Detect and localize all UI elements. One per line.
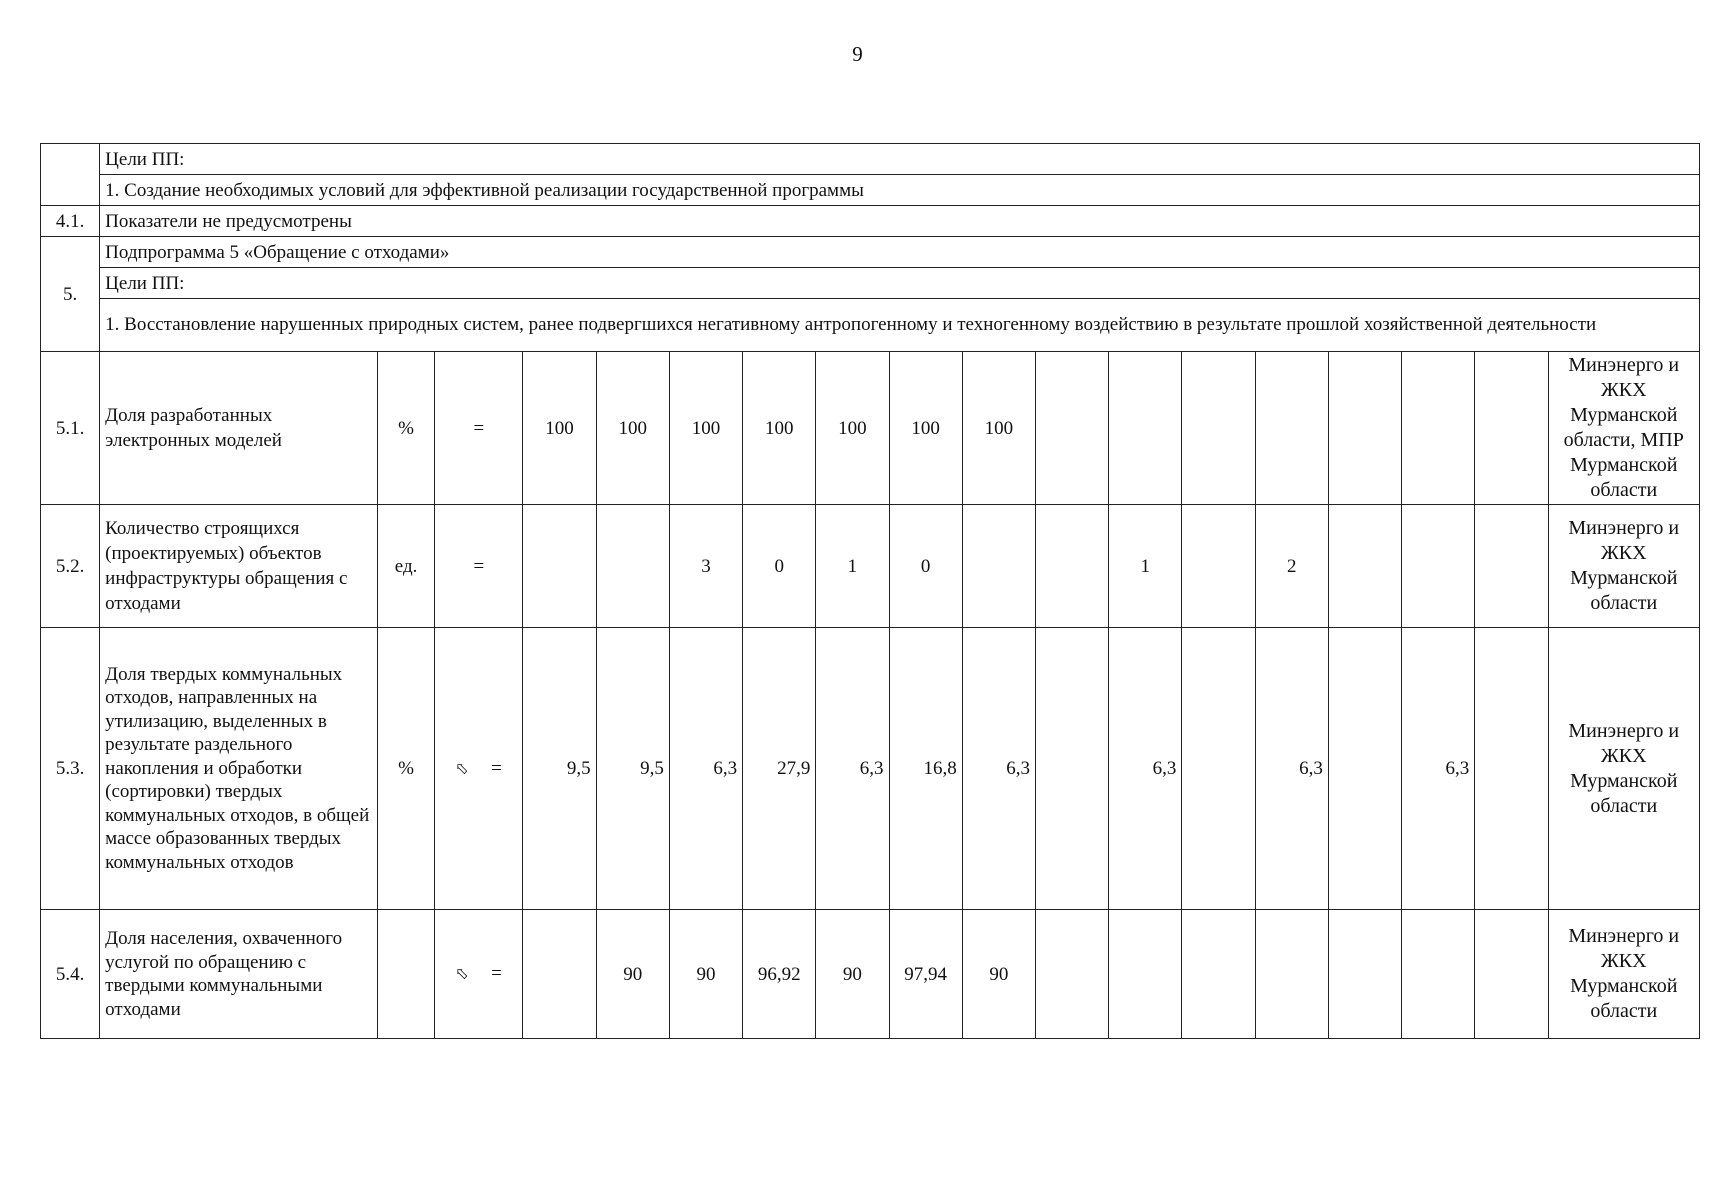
unit-cell [378,910,435,1039]
goals-label-cell: Цели ПП: [100,144,1700,175]
value-cell: 90 [596,910,669,1039]
table-row [41,175,1700,206]
trend-cell [435,352,523,505]
value-cell: 6,3 [816,628,889,910]
indicators-table [40,143,1700,1039]
value-cell [1109,352,1182,505]
trend-sign: = [473,417,485,439]
table-row [41,505,1700,628]
value-cell: 90 [669,910,742,1039]
responsible-cell: Минэнерго и ЖКХ Мурманской области, МПР Мурманской области [1548,352,1700,505]
value-cell [1035,352,1108,505]
value-cell [1109,910,1182,1039]
value-cell [1328,628,1401,910]
value-cell [1475,352,1548,505]
value-cell: 96,92 [743,910,816,1039]
trend-sign: = [473,555,485,577]
value-cell [1182,910,1255,1039]
goal-cell: 1. Восстановление нарушенных природных систем, ранее подвергшихся негативному антропогенному и техногенному воздействию в результате прошлой хозяйственной деятельности [100,299,1700,352]
value-cell: 6,3 [669,628,742,910]
value-cell [1035,910,1108,1039]
value-cell [1402,352,1475,505]
responsible-cell: Минэнерго и ЖКХ Мурманской области [1548,910,1700,1039]
value-cell [1182,628,1255,910]
table-row [41,144,1700,175]
value-cell: 1 [1109,505,1182,628]
value-cell [1255,910,1328,1039]
value-cell [1035,505,1108,628]
goals-label-cell: Цели ПП: [100,268,1700,299]
row-number-cell: 5. [41,237,100,352]
subprogram-title-cell: Подпрограмма 5 «Обращение с отходами» [100,237,1700,268]
value-cell: 9,5 [523,628,596,910]
table-row [41,299,1700,352]
value-cell: 6,3 [1402,628,1475,910]
trend-cell [435,628,523,910]
value-cell: 6,3 [1255,628,1328,910]
value-cell: 100 [523,352,596,505]
value-cell [1182,505,1255,628]
row-number-cell: 5.1. [41,352,100,505]
value-cell: 6,3 [1109,628,1182,910]
table-row [41,628,1700,910]
responsible-cell: Минэнерго и ЖКХ Мурманской области [1548,505,1700,628]
trend-cell [435,910,523,1039]
indicator-name-cell: Доля разработанных электронных моделей [100,352,378,505]
trend-cell [435,505,523,628]
indicator-note-cell: Показатели не предусмотрены [100,206,1700,237]
table-row [41,237,1700,268]
value-cell: 0 [743,505,816,628]
value-cell [1402,505,1475,628]
value-cell: 100 [743,352,816,505]
value-cell: 100 [669,352,742,505]
value-cell: 100 [889,352,962,505]
trend-arrow-icon: ⇧ [451,758,474,780]
value-cell: 90 [962,910,1035,1039]
indicator-name-cell: Доля населения, охваченного услугой по обращению с твердыми коммунальными отходами [100,910,378,1039]
indicator-name-cell: Количество строящихся (проектируемых) объектов инфраструктуры обращения с отходами [100,505,378,628]
value-cell [1475,505,1548,628]
value-cell: 16,8 [889,628,962,910]
responsible-cell: Минэнерго и ЖКХ Мурманской области [1548,628,1700,910]
row-number-cell: 5.3. [41,628,100,910]
table-row [41,206,1700,237]
table-row [41,268,1700,299]
unit-cell: ед. [378,505,435,628]
value-cell: 6,3 [962,628,1035,910]
page-number: 9 [852,42,863,66]
value-cell: 100 [962,352,1035,505]
value-cell [523,505,596,628]
trend-sign: = [491,757,502,779]
value-cell: 1 [816,505,889,628]
value-cell [1328,505,1401,628]
trend-arrow-icon: ⇧ [451,963,474,986]
row-number-cell [41,144,100,206]
value-cell: 90 [816,910,889,1039]
value-cell [962,505,1035,628]
table-row [41,352,1700,505]
value-cell [1035,628,1108,910]
value-cell [523,910,596,1039]
row-number-cell: 5.4. [41,910,100,1039]
value-cell: 3 [669,505,742,628]
value-cell [1402,910,1475,1039]
value-cell [1475,910,1548,1039]
value-cell: 0 [889,505,962,628]
trend-sign: = [491,963,502,984]
unit-cell: % [378,352,435,505]
value-cell: 27,9 [743,628,816,910]
value-cell: 9,5 [596,628,669,910]
value-cell: 100 [596,352,669,505]
value-cell [1328,910,1401,1039]
row-number-cell: 5.2. [41,505,100,628]
indicator-name-cell: Доля твердых коммунальных отходов, направленных на утилизацию, выделенных в результате раздельного накопления и обработки (сортировки) твердых коммунальных отходов, в общей массе образованных твердых коммунальных отходов [100,628,378,910]
value-cell [596,505,669,628]
value-cell: 100 [816,352,889,505]
value-cell [1475,628,1548,910]
table-row [41,910,1700,1039]
value-cell: 2 [1255,505,1328,628]
row-number-cell: 4.1. [41,206,100,237]
value-cell [1182,352,1255,505]
value-cell: 97,94 [889,910,962,1039]
goal-cell: 1. Создание необходимых условий для эффективной реализации государственной программы [100,175,1700,206]
unit-cell: % [378,628,435,910]
value-cell [1328,352,1401,505]
value-cell [1255,352,1328,505]
